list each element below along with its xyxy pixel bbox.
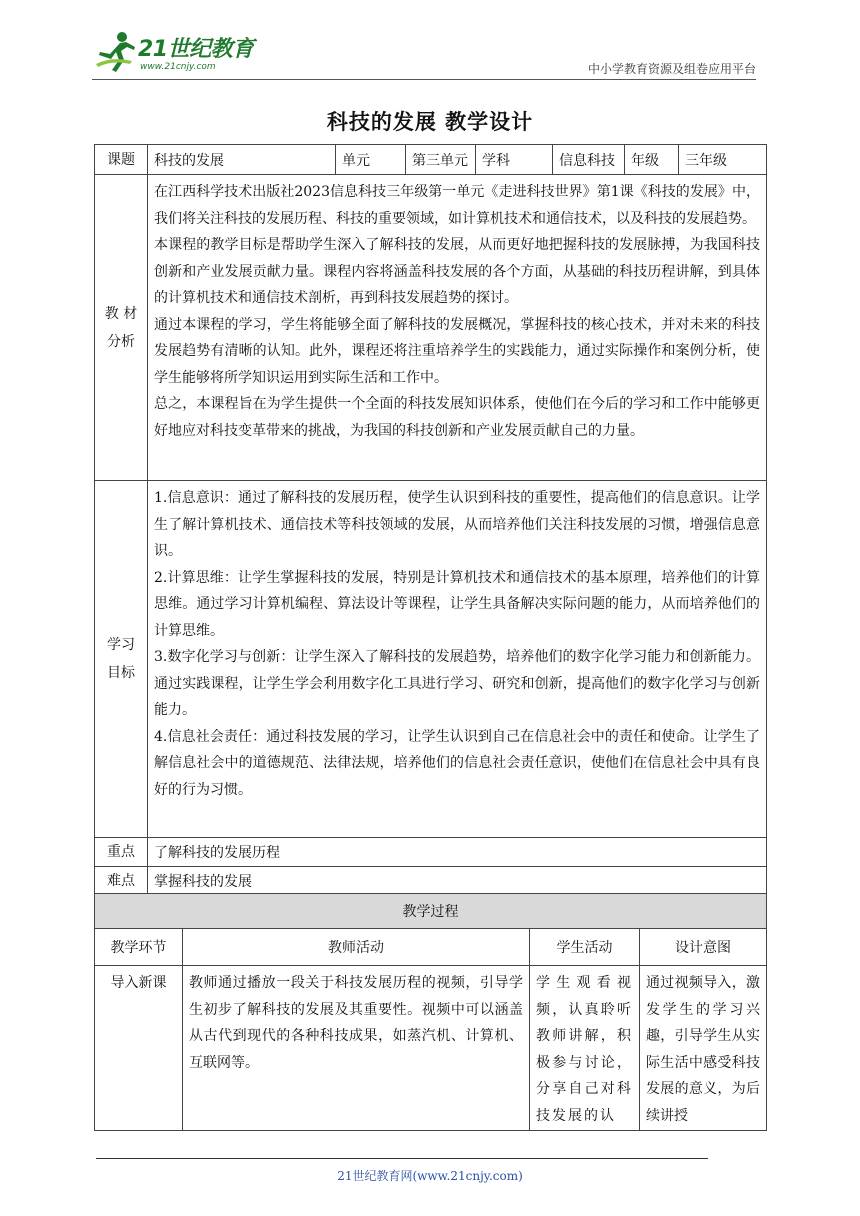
- analysis-paragraph: 在江西科学技术出版社2023信息科技三年级第一单元《走进科技世界》第1课《科技的发展》中，我们将关注科技的发展历程、科技的重要领域，如计算机技术和通信技术，以及科技的发展趋势。: [154, 184, 760, 227]
- objectives-row: [95, 481, 767, 838]
- info-row: [95, 145, 767, 175]
- subject-label: 学科: [476, 145, 553, 175]
- analysis-paragraph: 通过本课程的学习，学生将能够全面了解科技的发展概况，掌握科技的核心技术，并对未来的科技发展趋势有清晰的认知。此外，课程还将注重培养学生的实践能力，通过实际操作和案例分析，使学生能够将所学知识运用到实际生活和工作中。: [154, 316, 760, 386]
- lesson-info-table: [94, 144, 767, 896]
- student-activity-cell: 学生观看视频，认真聆听教师讲解，积极参与讨论，分享自己对科技发展的认: [530, 966, 640, 1131]
- design-intent-cell: 通过视频导入，激发学生的学习兴趣，引导学生从实际生活中感受科技发展的意义，为后续讲授: [640, 966, 767, 1131]
- footer-link[interactable]: 21世纪教育网(www.21cnjy.com): [337, 1169, 523, 1183]
- objective-item: 3.数字化学习与创新：让学生深入了解科技的发展趋势，培养他们的数字化学习能力和创新能力。通过实践课程，让学生学会利用数字化工具进行学习、研究和创新，提高他们的数字化学习与创新能力。: [154, 649, 760, 718]
- objectives-content: [148, 481, 767, 838]
- objective-item: 1.信息意识：通过了解科技的发展历程，使学生认识到科技的重要性，提高他们的信息意识。让学生了解计算机技术、通信技术等科技领域的发展，从而培养他们关注科技发展的习惯，增强信息意识。: [154, 490, 760, 559]
- table-row: [95, 966, 767, 1131]
- key-point-label: 重点: [95, 838, 148, 867]
- subject-value: 信息科技: [553, 145, 625, 175]
- document-title: 科技的发展 教学设计: [326, 110, 534, 134]
- key-point-row: [95, 838, 767, 867]
- header-divider: [92, 79, 756, 80]
- footer-divider: [96, 1158, 708, 1159]
- analysis-paragraph: 总之，本课程旨在为学生提供一个全面的科技发展知识体系，使他们在今后的学习和工作中能够更好地应对科技变革带来的挑战，为我国的科技创新和产业发展贡献自己的力量。: [154, 396, 760, 439]
- analysis-label: [95, 175, 148, 481]
- objective-item: 2.计算思维：让学生掌握科技的发展，特别是计算机技术和通信技术的基本原理，培养他们的计算思维。通过学习计算机编程、算法设计等课程，让学生具备解决实际问题的能力，从而培养他们的计算思维。: [154, 569, 760, 639]
- process-header-row: [95, 929, 767, 966]
- analysis-content: [148, 175, 767, 481]
- analysis-row: [95, 175, 767, 481]
- topic-label: 课题: [95, 145, 148, 175]
- site-logo[interactable]: [92, 30, 262, 80]
- topic-value: 科技的发展: [148, 145, 336, 175]
- teaching-process-table: [94, 893, 767, 1131]
- analysis-paragraph: 本课程的教学目标是帮助学生深入了解科技的发展，从而更好地把握科技的发展脉搏，为我国科技创新和产业发展贡献力量。课程内容将涵盖科技发展的各个方面，从基础的科技历程讲解，到具体的计算机技术和通信技术剖析，再到科技发展趋势的探讨。: [154, 237, 760, 306]
- unit-label: 单元: [336, 145, 406, 175]
- difficulty-value: 掌握科技的发展: [148, 867, 767, 896]
- unit-value: 第三单元: [406, 145, 476, 175]
- page-header: [0, 0, 860, 90]
- grade-value: 三年级: [679, 145, 767, 175]
- process-heading: 教学过程: [95, 894, 767, 929]
- logo-url: www.21cnjy.com: [140, 62, 216, 72]
- teacher-activity-cell: 教师通过播放一段关于科技发展历程的视频，引导学生初步了解科技的发展及其重要性。视频中可以涵盖从古代到现代的各种科技成果，如蒸汽机、计算机、互联网等。: [183, 966, 530, 1131]
- logo-text: 21世纪教育: [138, 37, 254, 62]
- column-header: 教师活动: [183, 929, 530, 966]
- objectives-label-line1: 学习: [107, 637, 135, 653]
- objectives-label-line2: 目标: [107, 665, 135, 681]
- analysis-label-line2: 分析: [107, 333, 135, 350]
- difficulty-label: 难点: [95, 867, 148, 896]
- objectives-label: [95, 481, 148, 838]
- column-header: 教学环节: [95, 929, 183, 966]
- platform-name: 中小学教育资源及组卷应用平台: [587, 62, 756, 76]
- difficulty-row: [95, 867, 767, 896]
- stage-cell: 导入新课: [95, 966, 183, 1131]
- column-header: 学生活动: [530, 929, 640, 966]
- key-point-value: 了解科技的发展历程: [148, 838, 767, 867]
- column-header: 设计意图: [640, 929, 767, 966]
- grade-label: 年级: [625, 145, 679, 175]
- runner-logo-icon: [92, 30, 138, 74]
- analysis-label-line1: 教 材: [104, 305, 138, 322]
- objective-item: 4.信息社会责任：通过科技发展的学习，让学生认识到自己在信息社会中的责任和使命。让学生了解信息社会中的道德规范、法律法规，培养他们的信息社会责任意识，使他们在信息社会中具有良好的行为习惯。: [154, 728, 760, 798]
- process-heading-row: [95, 894, 767, 929]
